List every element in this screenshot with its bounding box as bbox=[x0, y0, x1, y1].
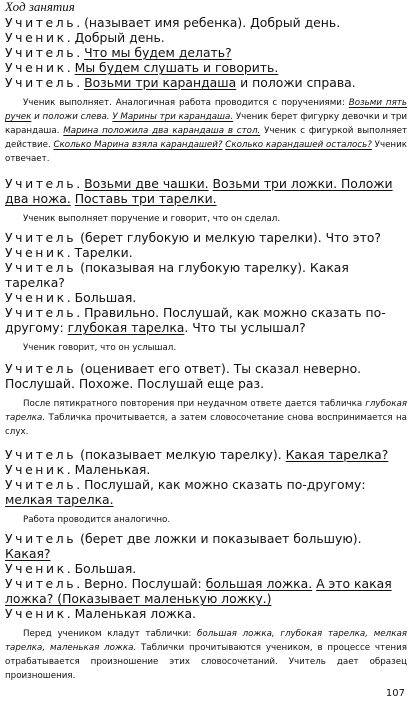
underlined-phrase: Возьми три карандаша bbox=[84, 75, 237, 90]
underlined-phrase: Марина положила два карандаша в стол. bbox=[63, 126, 261, 136]
speaker: Ученик bbox=[5, 30, 67, 45]
dialogue-line: Ученик. Большая. bbox=[5, 561, 137, 576]
dialogue-line bbox=[5, 45, 407, 60]
underlined-phrase: Что мы будем делать? bbox=[84, 45, 232, 60]
instruction-note: Работа проводится аналогично. bbox=[23, 515, 171, 525]
speaker: Ученик bbox=[5, 462, 67, 477]
line-text: . bbox=[76, 75, 81, 90]
instruction-note: Ученик выполняет поручение и говорит, что он сделал. bbox=[23, 214, 281, 224]
line-text: . bbox=[66, 60, 71, 75]
speaker: Учитель bbox=[5, 477, 77, 492]
speaker: Ученик bbox=[5, 290, 67, 305]
dialogue-line bbox=[5, 30, 407, 45]
instruction-note: Перед учеником кладут таблички: большая ложка, глубокая тарелка, мелкая тарелка, маленькая ложка. Таблички прочитываются учеником, в процессе чтения отрабатывается произношение этих словосочетаний. Учитель дает образец произношения. bbox=[5, 629, 407, 681]
underlined-phrase: мелкая тарелка. bbox=[5, 492, 114, 507]
dialogue-line: Учитель. Верно. Послушай: большая ложка. А это какая ложка? (Показывает маленькую ложку.) bbox=[5, 576, 392, 606]
dialogue-line: Учитель (оценивает его ответ). Ты сказал неверно. Послушай. Похоже. Послушай еще раз. bbox=[5, 361, 362, 391]
dialogue-line: Учитель (показывает мелкую тарелку). Какая тарелка? bbox=[5, 447, 389, 462]
speaker: Учитель bbox=[5, 305, 77, 320]
speaker: Учитель bbox=[5, 15, 77, 30]
speaker: Ученик bbox=[5, 245, 67, 260]
speaker: Учитель bbox=[5, 576, 77, 591]
underlined-phrase: Поставь три тарелки. bbox=[74, 191, 217, 206]
underlined-phrase: У Марины три карандаша. bbox=[112, 112, 234, 122]
instruction-note: Ученик говорит, что он услышал. bbox=[23, 343, 177, 353]
page-number: 107 bbox=[385, 688, 405, 699]
dialogue-line: Ученик. Большая. bbox=[5, 290, 137, 305]
dialogue-line: Ученик. Маленькая. bbox=[5, 462, 151, 477]
dialogue-line bbox=[5, 60, 407, 75]
instruction-note: Ученик выполняет. Аналогичная работа проводится с поручениями: Возьми пять ручек и положи слева. У Марины три карандаша. Ученик берет фигурку девочки и три карандаша. Марина положила два карандаша в стол. Ученик с фигуркой выполняет действие. Сколько Марина взяла карандашей? Сколько карандашей осталось? Ученик отвечает. bbox=[5, 98, 408, 164]
speaker: Учитель bbox=[5, 45, 77, 60]
dialogue-line: Учитель. Возьми две чашки. Возьми три ложки. Положи два ножа. Поставь три тарелки. bbox=[5, 176, 393, 206]
dialogue-line: Учитель (берет две ложки и показывает большую). Какая? bbox=[5, 531, 362, 561]
dialogue-line: Учитель. Послушай, как можно сказать по-другому: мелкая тарелка. bbox=[5, 477, 366, 507]
dialogue-line bbox=[5, 75, 407, 90]
instruction-note: После пятикратного повторения при неудачном ответе дается табличка глубокая тарелка. Табличка прочитывается, а затем словосочетание снова воспринимается на слух. bbox=[5, 399, 407, 437]
underlined-phrase: Сколько Марина взяла карандашей? bbox=[53, 140, 223, 150]
speaker: Учитель bbox=[5, 176, 77, 191]
dialogue-line: Учитель. Правильно. Послушай, как можно сказать по-другому: глубокая тарелка. Что ты услышал? bbox=[5, 305, 386, 335]
line-text: . bbox=[76, 45, 81, 60]
underlined-phrase: Какая тарелка? bbox=[285, 447, 389, 462]
line-text: и положи справа. bbox=[236, 75, 356, 90]
underlined-phrase: А это какая ложка? (Показывает маленькую ложку.) bbox=[5, 576, 392, 606]
speaker: Ученик bbox=[5, 606, 67, 621]
line-text: . Добрый день. bbox=[66, 30, 165, 45]
speaker: Учитель bbox=[5, 230, 77, 245]
speaker: Учитель bbox=[5, 531, 77, 546]
underlined-phrase: большая ложка. bbox=[205, 576, 313, 591]
dialogue-line: Ученик. Тарелки. bbox=[5, 245, 133, 260]
line-text: . (называет имя ребенка). Добрый день. bbox=[76, 15, 341, 30]
dialogue-line bbox=[5, 15, 407, 30]
underlined-phrase: Возьми две чашки. bbox=[84, 176, 209, 191]
speaker: Учитель bbox=[5, 447, 77, 462]
speaker: Учитель bbox=[5, 260, 77, 275]
dialogue-line: Ученик. Маленькая ложка. bbox=[5, 606, 196, 621]
underlined-phrase: Возьми три ложки. Положи два ножа. bbox=[5, 176, 393, 206]
dialogue-line: Учитель (берет глубокую и мелкую тарелки). Что это? bbox=[5, 230, 381, 245]
dialogue-line: Учитель (показывая на глубокую тарелку). Какая тарелка? bbox=[5, 260, 349, 290]
underlined-phrase: Возьми пять ручек bbox=[5, 98, 407, 122]
underlined-phrase: Сколько карандашей осталось? bbox=[225, 140, 372, 150]
section-heading: Ход занятия bbox=[5, 0, 75, 14]
underlined-phrase: глубокая тарелка bbox=[67, 320, 185, 335]
speaker: Учитель bbox=[5, 75, 77, 90]
speaker: Учитель bbox=[5, 361, 77, 376]
underlined-phrase: Мы будем слушать и говорить. bbox=[74, 60, 279, 75]
speaker: Ученик bbox=[5, 561, 67, 576]
speaker: Ученик bbox=[5, 60, 67, 75]
underlined-phrase: Какая? bbox=[5, 546, 51, 561]
